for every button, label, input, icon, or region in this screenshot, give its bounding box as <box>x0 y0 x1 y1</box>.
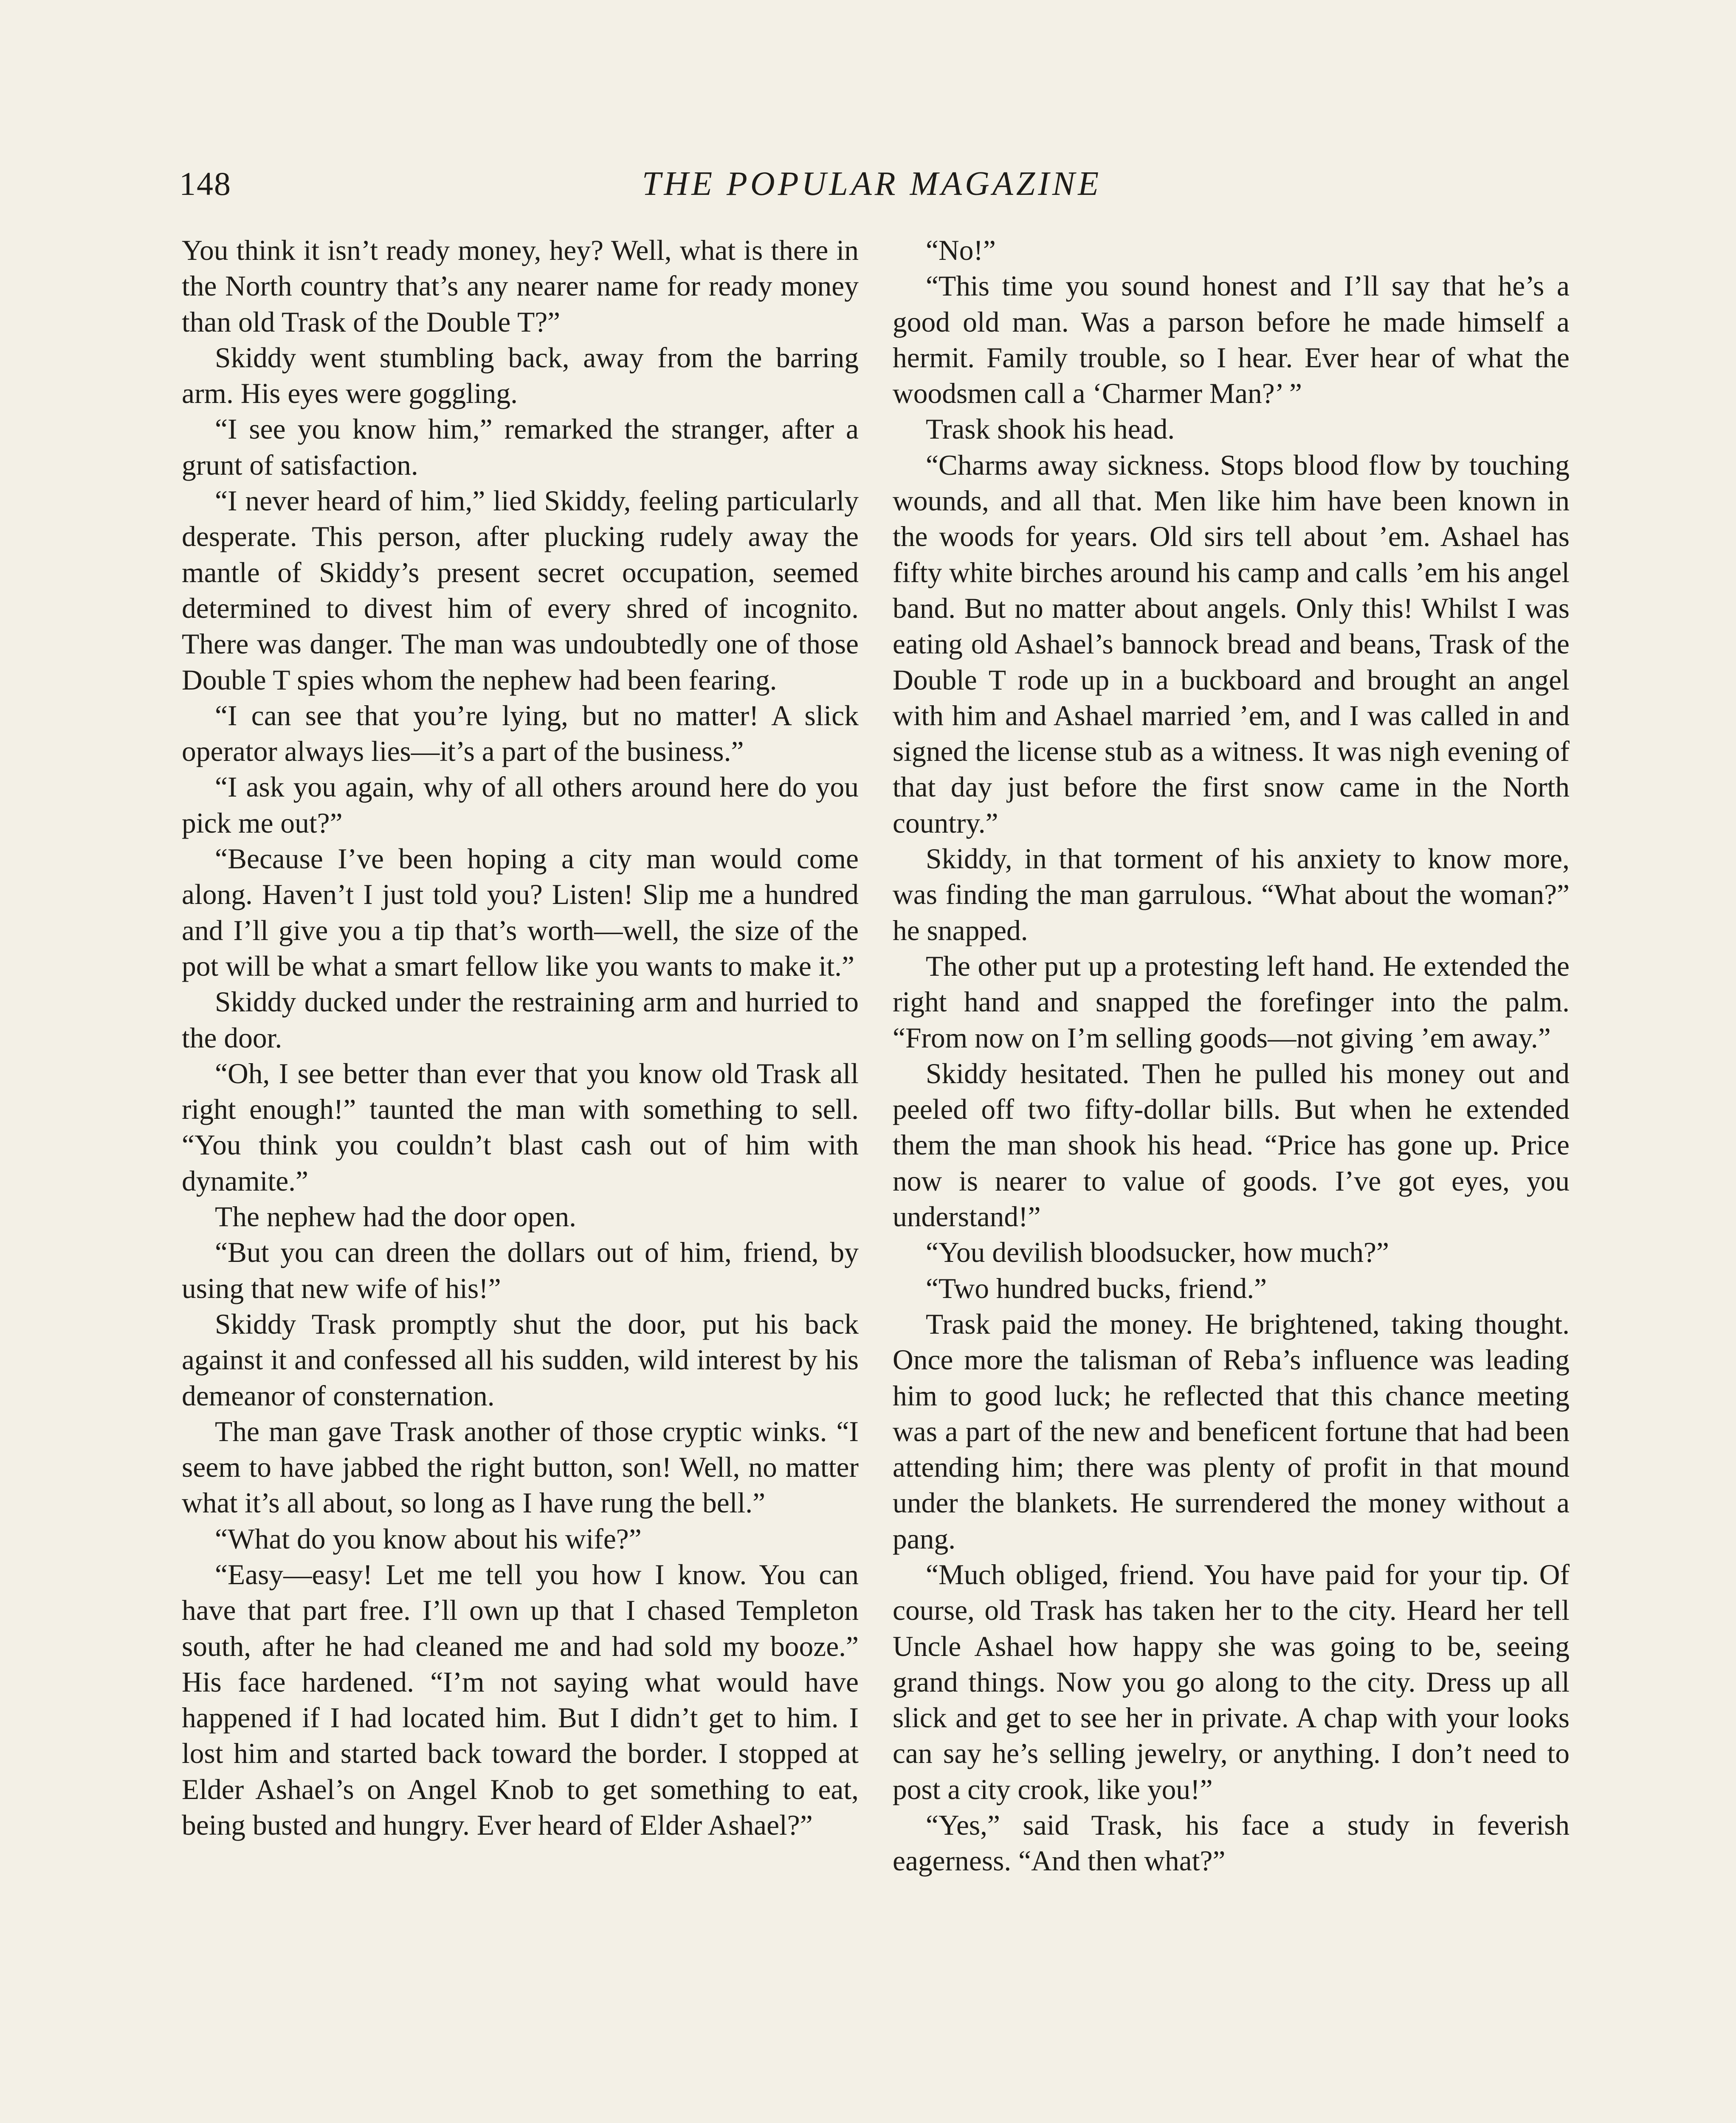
paragraph: Trask paid the money. He brightened, taking thought. Once more the talisman of Reba’s influence was leading him to good luck; he reflected that this chance meeting was a part of the new and beneficent fortune that had been attending him; there was plenty of profit in that mound under the blankets. He surrendered the money without a pang. <box>893 1308 1570 1555</box>
paragraph: “No!” <box>926 234 996 266</box>
paragraph: “You devilish bloodsucker, how much?” <box>926 1236 1389 1269</box>
paragraph: “Because I’ve been hoping a city man would come along. Haven’t I just told you? Listen! Slip me a hundred and I’ll give you a tip that’s worth—well, the size of the pot will be what a smart fellow like you wants to make it.” <box>182 843 859 982</box>
running-title: THE POPULAR MAGAZINE <box>642 165 1102 203</box>
paragraph: “I see you know him,” remarked the stranger, after a grunt of satisfaction. <box>182 413 859 481</box>
paragraph: The nephew had the door open. <box>215 1201 576 1233</box>
paragraph: “Oh, I see better than ever that you know old Trask all right enough!” taunted the man with something to sell. “You think you couldn’t blast cash out of him with dynamite.” <box>182 1057 859 1197</box>
paragraph: Skiddy ducked under the restraining arm and hurried to the door. <box>182 986 859 1054</box>
paragraph: “I can see that you’re lying, but no matter! A slick operator always lies—it’s a part of the business.” <box>182 699 859 768</box>
left-column <box>182 233 859 1843</box>
paragraph: “Much obliged, friend. You have paid for your tip. Of course, old Trask has taken her to the city. Heard her tell Uncle Ashael how happy she was going to be, seeing grand things. Now you go along to the city. Dress up all slick and get to see her in private. A chap with your looks can say he’s selling jewelry, or anything. I don’t need to post a city crook, like you!” <box>893 1558 1570 1805</box>
paragraph: Trask shook his head. <box>926 413 1175 445</box>
paragraph: “Charms away sickness. Stops blood flow by touching wounds, and all that. Men like him have been known in the woods for years. Old sirs tell about ’em. Ashael has fifty white birches around his camp and calls ’em his angel band. But no matter about angels. Only this! Whilst I was eating old Ashael’s bannock bread and beans, Trask of the Double T rode up in a buckboard and brought an angel with him and Ashael married ’em, and I was called in and signed the license stub as a witness. It was nigh evening of that day just before the first snow came in the North country.” <box>893 449 1570 839</box>
paragraph: The other put up a protesting left hand. He extended the right hand and snapped the forefinger into the palm. “From now on I’m selling goods—not giving ’em away.” <box>893 950 1570 1054</box>
paragraph: Skiddy Trask promptly shut the door, put his back against it and confessed all his sudden, wild interest by his demeanor of consternation. <box>182 1308 859 1412</box>
paragraph: Skiddy hesitated. Then he pulled his money out and peeled off two fifty-dollar bills. But when he extended them the man shook his head. “Price has gone up. Price now is nearer to value of goods. I’ve got eyes, you understand!” <box>893 1057 1570 1233</box>
paragraph: “Easy—easy! Let me tell you how I know. You can have that part free. I’ll own up that I chased Templeton south, after he had cleaned me and had sold my booze.” His face hardened. “I’m not saying what would have happened if I had located him. But I didn’t get to him. I lost him and started back toward the border. I stopped at Elder Ashael’s on Angel Knob to get something to eat, being busted and hungry. Ever heard of Elder Ashael?” <box>182 1558 859 1841</box>
paragraph: You think it isn’t ready money, hey? Well, what is there in the North country that’s any nearer name for ready money than old Trask of the Double T?” <box>182 234 859 338</box>
paragraph: The man gave Trask another of those cryptic winks. “I seem to have jabbed the right button, son! Well, no matter what it’s all about, so long as I have rung the bell.” <box>182 1415 859 1519</box>
paragraph: “Yes,” said Trask, his face a study in feverish eagerness. “And then what?” <box>893 1809 1570 1877</box>
paragraph: “What do you know about his wife?” <box>215 1523 642 1555</box>
page-header <box>179 160 1564 207</box>
paragraph: “Two hundred bucks, friend.” <box>926 1272 1267 1304</box>
paragraph: “But you can dreen the dollars out of him, friend, by using that new wife of his!” <box>182 1236 859 1304</box>
paragraph: Skiddy went stumbling back, away from the barring arm. His eyes were goggling. <box>182 341 859 410</box>
paragraph: “I never heard of him,” lied Skiddy, feeling particularly desperate. This person, after plucking rudely away the mantle of Skiddy’s present secret occupation, seemed determined to divest him of every shred of incognito. There was danger. The man was undoubtedly one of those Double T spies whom the nephew had been fearing. <box>182 485 859 696</box>
paragraph: “I ask you again, why of all others around here do you pick me out?” <box>182 771 859 839</box>
paragraph: “This time you sound honest and I’ll say that he’s a good old man. Was a parson before he made himself a hermit. Family trouble, so I hear. Ever hear of what the woodsmen call a ‘Charmer Man?’ ” <box>893 270 1570 410</box>
paragraph: Skiddy, in that torment of his anxiety to know more, was finding the man garrulous. “What about the woman?” he snapped. <box>893 843 1570 946</box>
page-number: 148 <box>179 165 231 202</box>
right-column <box>893 233 1570 1879</box>
